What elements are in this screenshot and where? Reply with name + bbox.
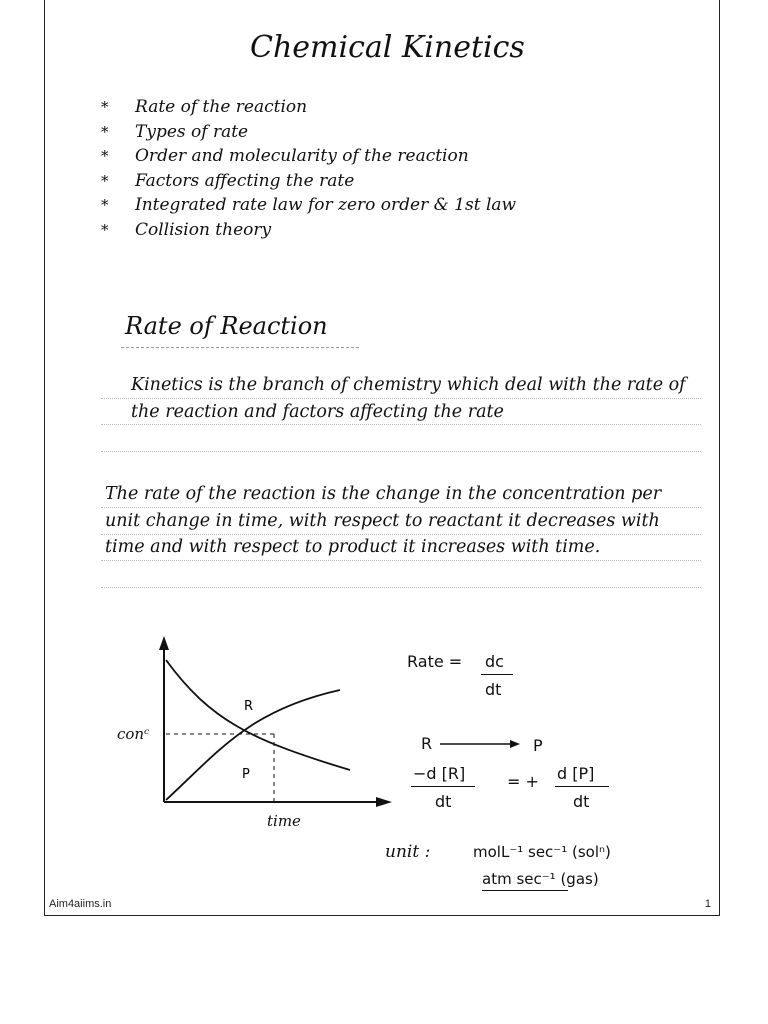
reactant-rate-numerator: −d [R] (413, 764, 466, 783)
ruled-line (101, 451, 701, 452)
reactant-curve-label: R (244, 699, 254, 714)
page-number: 1 (704, 898, 711, 910)
unit-solution: molL⁻¹ sec⁻¹ (solⁿ) (473, 843, 611, 861)
rate-denominator: dt (485, 680, 502, 699)
topic-item (101, 218, 516, 243)
bullet-star-icon: * (101, 98, 109, 116)
y-axis-label: conᶜ (117, 725, 150, 743)
topic-label: Types of rate (135, 121, 249, 142)
topic-item (101, 120, 516, 145)
reaction-product: P (533, 736, 543, 755)
topic-item (101, 144, 516, 169)
topic-label: Factors affecting the rate (135, 170, 355, 191)
topic-item (101, 95, 516, 120)
section-heading: Rate of Reaction (125, 312, 328, 340)
reactant-rate-denominator: dt (435, 792, 452, 811)
bullet-star-icon: * (101, 122, 109, 141)
definition-paragraph: Kinetics is the branch of chemistry which deal with the rate of the reaction and factors affecting the rate (131, 375, 686, 422)
product-curve-label: P (242, 767, 250, 782)
topic-label: Order and molecularity of the reaction (135, 146, 469, 166)
rate-paragraph: The rate of the reaction is the change in the concentration per unit change in time, with respect to reactant it decreases with time and with respect to product it increases with time. (105, 484, 662, 557)
product-rate-fraction-bar (555, 786, 609, 787)
heading-underline (121, 347, 359, 348)
unit-gas: atm sec⁻¹ (gas) (482, 870, 599, 888)
topic-label: Integrated rate law for zero order & 1st law (135, 195, 517, 215)
topic-item (101, 169, 516, 194)
concentration-time-graph (150, 630, 400, 840)
bullet-star-icon: * (101, 196, 109, 214)
bullet-star-icon: * (101, 171, 109, 190)
footer-source: Aim4aiims.in (49, 898, 112, 910)
rate-label: Rate = (407, 652, 463, 671)
bullet-star-icon: * (101, 220, 109, 239)
reaction-arrow-icon (440, 738, 522, 750)
topic-list (101, 95, 516, 242)
rate-fraction-bar (481, 674, 513, 675)
page-title: Chemical Kinetics (250, 30, 525, 65)
unit-gas-underline (482, 890, 568, 891)
y-axis-arrow-icon (159, 636, 169, 650)
equals-plus-sign: = + (507, 772, 539, 791)
x-axis-label: time (267, 812, 301, 830)
topic-label: Collision theory (135, 219, 272, 240)
topic-label: Rate of the reaction (135, 97, 308, 117)
reactant-curve (166, 660, 350, 770)
bullet-star-icon: * (101, 147, 109, 165)
ruled-line (101, 587, 701, 588)
product-rate-numerator: d [P] (557, 764, 595, 783)
x-axis-arrow-icon (376, 797, 392, 807)
product-rate-denominator: dt (573, 792, 590, 811)
reaction-reactant: R (421, 734, 433, 753)
notebook-page (44, 0, 720, 916)
reactant-rate-fraction-bar (411, 786, 475, 787)
rate-numerator: dc (485, 652, 504, 671)
unit-label: unit : (385, 842, 431, 862)
topic-item (101, 193, 516, 218)
